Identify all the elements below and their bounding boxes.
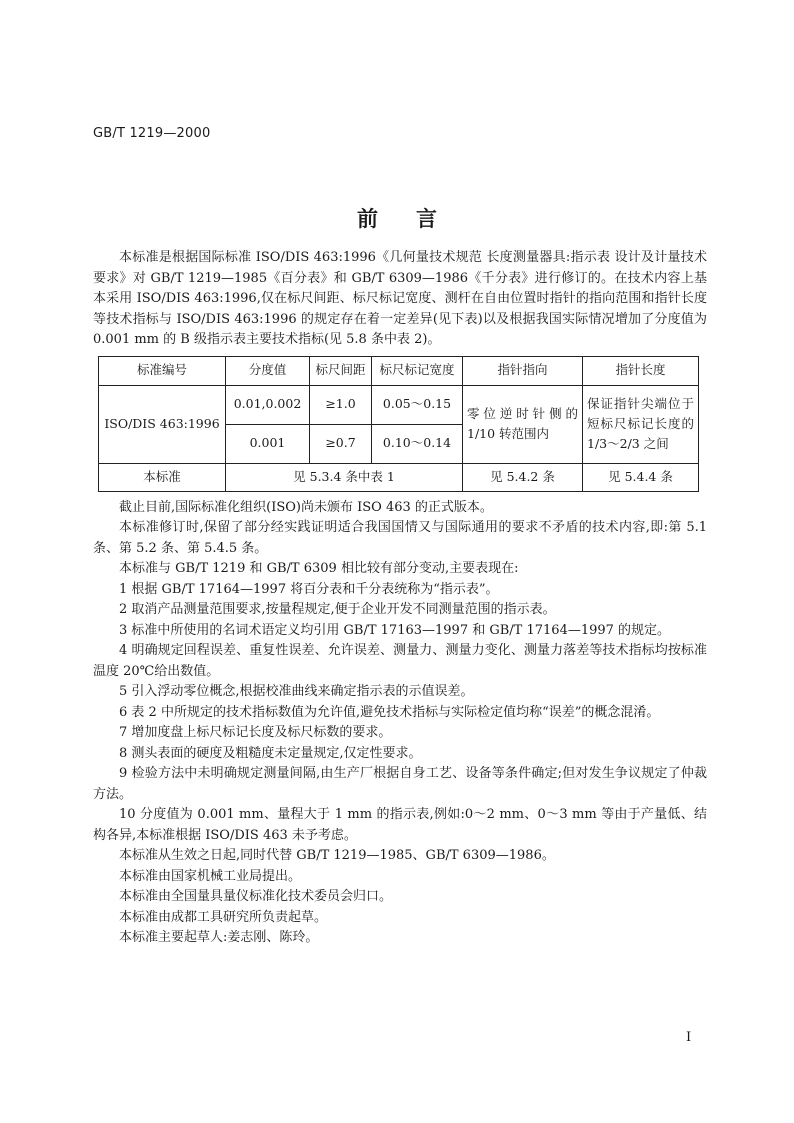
table-cell-standard: ISO/DIS 463:1996: [99, 385, 226, 463]
list-item: 6 表 2 中所规定的技术指标数值为允许值,避免技术指标与实际检定值均称“误差”的概念混淆。: [119, 704, 660, 720]
table-header-row: [99, 356, 699, 385]
table-cell: 0.001: [226, 424, 310, 463]
page-title: 前言: [357, 206, 475, 231]
list-item: 8 测头表面的硬度及粗糙度未定量规定,仅定性要求。: [119, 745, 422, 761]
paragraph: 截止目前,国际标准化组织(ISO)尚未颁布 ISO 463 的正式版本。: [119, 499, 493, 515]
table-header-cell: 标准编号: [99, 356, 226, 385]
document-header: GB/T 1219—2000: [93, 126, 211, 141]
list-item: 1 根据 GB/T 17164—1997 将百分表和千分表统称为“指示表”。: [119, 581, 499, 597]
list-item: 4 明确规定回程误差、重复性误差、允许误差、测量力、测量力变化、测量力落差等技术指标均按标准温度 20℃给出数值。: [93, 643, 707, 679]
paragraph: 本标准由成都工具研究所负责起草。: [119, 909, 328, 925]
table-cell: 0.05～0.15: [372, 385, 463, 424]
list-item: 5 引入浮动零位概念,根据校准曲线来确定指示表的示值误差。: [119, 684, 474, 699]
table-cell: 本标准: [99, 463, 226, 491]
table-header-cell: 标尺间距: [310, 356, 372, 385]
list-item: 10 分度值为 0.001 mm、量程大于 1 mm 的指示表,例如:0～2 mm、0～3 mm 等由于产量低、结构各异,本标准根据 ISO/DIS 463 未予考虑。: [93, 807, 707, 843]
list-item: 7 增加度盘上标尺标记长度及标尺标数的要求。: [119, 725, 392, 740]
table-cell-pointer-length: 保证指针尖端位于短标尺标记长度的 1/3～2/3 之间: [583, 385, 699, 463]
table-header-cell: 指针长度: [583, 356, 699, 385]
table-cell: ≥1.0: [310, 385, 372, 424]
table-header-cell: 标尺标记宽度: [372, 356, 463, 385]
list-item: 3 标准中所使用的名词术语定义均引用 GB/T 17163—1997 和 GB/T 17164—1997 的规定。: [119, 622, 671, 638]
paragraph: 本标准由国家机械工业局提出。: [119, 868, 302, 884]
document-body: [93, 248, 707, 949]
paragraph: 本标准主要起草人:姜志刚、陈玲。: [119, 930, 319, 945]
list-item: 2 取消产品测量范围要求,按量程规定,便于企业开发不同测量范围的指示表。: [119, 602, 556, 617]
table-row: [99, 463, 699, 491]
table-cell: ≥0.7: [310, 424, 372, 463]
table-cell-pointer-direction: 零位逆时针侧的 1/10 转范围内: [463, 385, 583, 463]
table-cell: 见 5.3.4 条中表 1: [226, 463, 463, 491]
page-number: I: [686, 1030, 692, 1045]
list-item: 9 检验方法中未明确规定测量间隔,由生产厂根据自身工艺、设备等条件确定;但对发生争议规定了仲裁方法。: [93, 766, 707, 802]
table-cell: 0.10～0.14: [372, 424, 463, 463]
comparison-table: [98, 356, 699, 492]
paragraph: 本标准由全国量具量仪标准化技术委员会归口。: [119, 889, 393, 904]
intro-paragraph: 本标准是根据国际标准 ISO/DIS 463:1996《几何量技术规范 长度测量器具:指示表 设计及计量技术要求》对 GB/T 1219—1985《百分表》和 GB/T 6309—1986《千分表》进行修订的。在技术内容上基本采用 ISO/DIS 463:1996,仅在标尺间距、标尺标记宽度、测杆在自由位置时指针的指向范围和指针长度等技术指标与 ISO/DIS 463:1996 的规定存在着一定差异(见下表)以及根据我国实际情况增加了分度值为 0.001 mm 的 B 级指示表主要技术指标(见 5.8 条中表 2)。: [93, 250, 707, 347]
table-row: [99, 385, 699, 424]
table-cell: 0.01,0.002: [226, 385, 310, 424]
paragraph: 本标准从生效之日起,同时代替 GB/T 1219—1985、GB/T 6309—1986。: [119, 848, 555, 863]
paragraph: 本标准与 GB/T 1219 和 GB/T 6309 相比较有部分变动,主要表现在:: [119, 561, 519, 576]
paragraph: 本标准修订时,保留了部分经实践证明适合我国国情又与国际通用的要求不矛盾的技术内容,即:第 5.1 条、第 5.2 条、第 5.4.5 条。: [93, 520, 707, 556]
table-header-cell: 指针指向: [463, 356, 583, 385]
table-cell: 见 5.4.2 条: [463, 463, 583, 491]
table-cell: 见 5.4.4 条: [583, 463, 699, 491]
table-header-cell: 分度值: [226, 356, 310, 385]
